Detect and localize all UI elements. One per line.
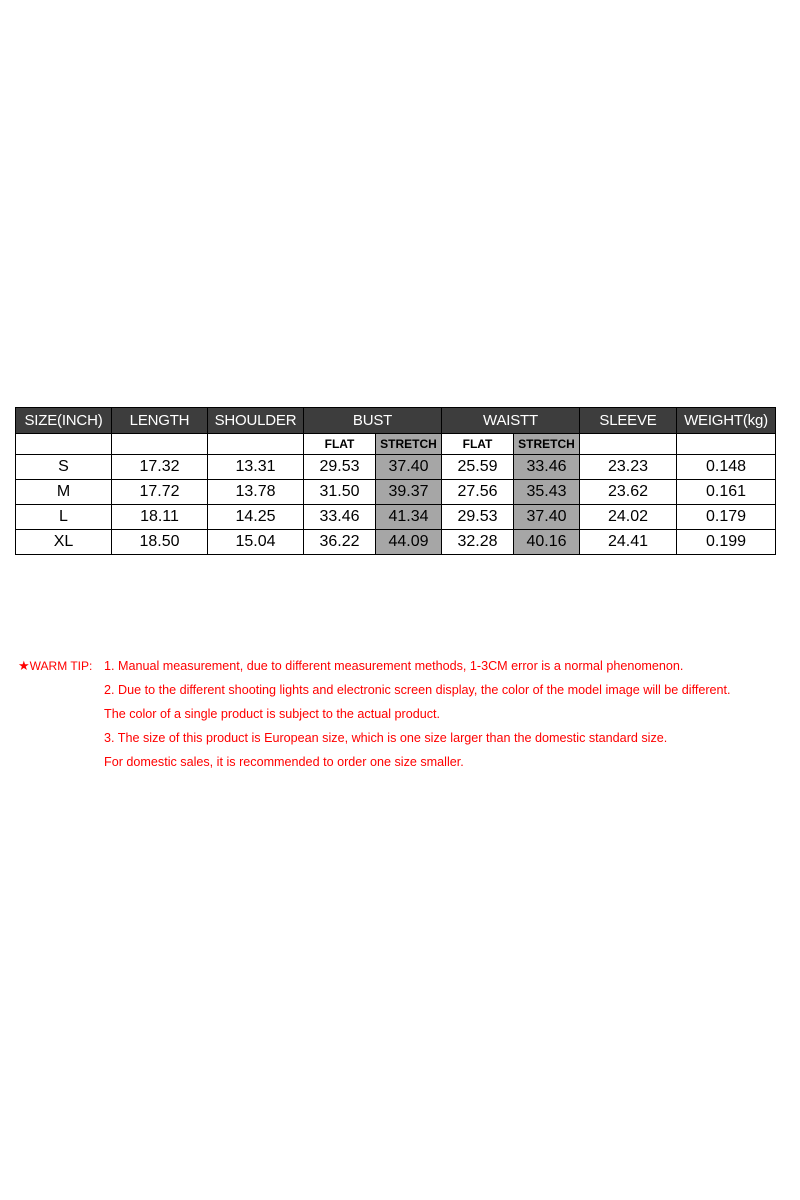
header-waist: WAISTT <box>442 408 580 434</box>
cell-waist-stretch: 33.46 <box>514 455 580 480</box>
cell-bust-flat: 33.46 <box>304 505 376 530</box>
subheader-empty <box>112 434 208 455</box>
cell-sleeve: 24.41 <box>580 530 677 555</box>
cell-shoulder: 13.31 <box>208 455 304 480</box>
cell-weight: 0.199 <box>677 530 776 555</box>
cell-length: 17.72 <box>112 480 208 505</box>
cell-waist-stretch: 40.16 <box>514 530 580 555</box>
table-header-row <box>16 408 776 434</box>
subheader-waist-flat: FLAT <box>442 434 514 455</box>
cell-shoulder: 15.04 <box>208 530 304 555</box>
header-weight: WEIGHT(kg) <box>677 408 776 434</box>
table-row <box>16 480 776 505</box>
cell-sleeve: 24.02 <box>580 505 677 530</box>
table-row <box>16 530 776 555</box>
cell-length: 18.50 <box>112 530 208 555</box>
cell-size: L <box>16 505 112 530</box>
subheader-waist-stretch: STRETCH <box>514 434 580 455</box>
cell-waist-flat: 32.28 <box>442 530 514 555</box>
cell-length: 18.11 <box>112 505 208 530</box>
cell-waist-flat: 25.59 <box>442 455 514 480</box>
cell-bust-stretch: 37.40 <box>376 455 442 480</box>
cell-weight: 0.179 <box>677 505 776 530</box>
cell-bust-flat: 31.50 <box>304 480 376 505</box>
cell-sleeve: 23.62 <box>580 480 677 505</box>
warm-tip-label <box>18 654 92 678</box>
table-row <box>16 505 776 530</box>
warm-tip-lines <box>104 654 731 774</box>
warm-tip-label-text: WARM TIP: <box>29 659 93 673</box>
cell-bust-stretch: 39.37 <box>376 480 442 505</box>
cell-size: M <box>16 480 112 505</box>
warm-tip-line: 2. Due to the different shooting lights and electronic screen display, the color of the model image will be different. <box>104 683 731 697</box>
star-icon: ★ <box>18 658 30 673</box>
cell-weight: 0.148 <box>677 455 776 480</box>
cell-shoulder: 13.78 <box>208 480 304 505</box>
header-sleeve: SLEEVE <box>580 408 677 434</box>
cell-length: 17.32 <box>112 455 208 480</box>
table-subheader-row <box>16 434 776 455</box>
cell-waist-flat: 27.56 <box>442 480 514 505</box>
warm-tip-line: For domestic sales, it is recommended to order one size smaller. <box>104 755 464 769</box>
cell-size: S <box>16 455 112 480</box>
header-length: LENGTH <box>112 408 208 434</box>
subheader-empty <box>16 434 112 455</box>
subheader-empty <box>208 434 304 455</box>
warm-tip-line: 1. Manual measurement, due to different measurement methods, 1-3CM error is a normal phenomenon. <box>104 659 684 673</box>
subheader-bust-flat: FLAT <box>304 434 376 455</box>
subheader-empty <box>580 434 677 455</box>
header-size: SIZE(INCH) <box>16 408 112 434</box>
table-row <box>16 455 776 480</box>
cell-bust-stretch: 41.34 <box>376 505 442 530</box>
size-chart-table <box>15 407 776 555</box>
subheader-bust-stretch: STRETCH <box>376 434 442 455</box>
cell-bust-stretch: 44.09 <box>376 530 442 555</box>
cell-shoulder: 14.25 <box>208 505 304 530</box>
cell-waist-stretch: 35.43 <box>514 480 580 505</box>
header-bust: BUST <box>304 408 442 434</box>
cell-waist-stretch: 37.40 <box>514 505 580 530</box>
header-shoulder: SHOULDER <box>208 408 304 434</box>
cell-bust-flat: 29.53 <box>304 455 376 480</box>
cell-size: XL <box>16 530 112 555</box>
cell-sleeve: 23.23 <box>580 455 677 480</box>
cell-weight: 0.161 <box>677 480 776 505</box>
cell-waist-flat: 29.53 <box>442 505 514 530</box>
warm-tip-line: 3. The size of this product is European size, which is one size larger than the domestic standard size. <box>104 731 668 745</box>
warm-tip-line: The color of a single product is subject to the actual product. <box>104 707 441 721</box>
cell-bust-flat: 36.22 <box>304 530 376 555</box>
subheader-empty <box>677 434 776 455</box>
